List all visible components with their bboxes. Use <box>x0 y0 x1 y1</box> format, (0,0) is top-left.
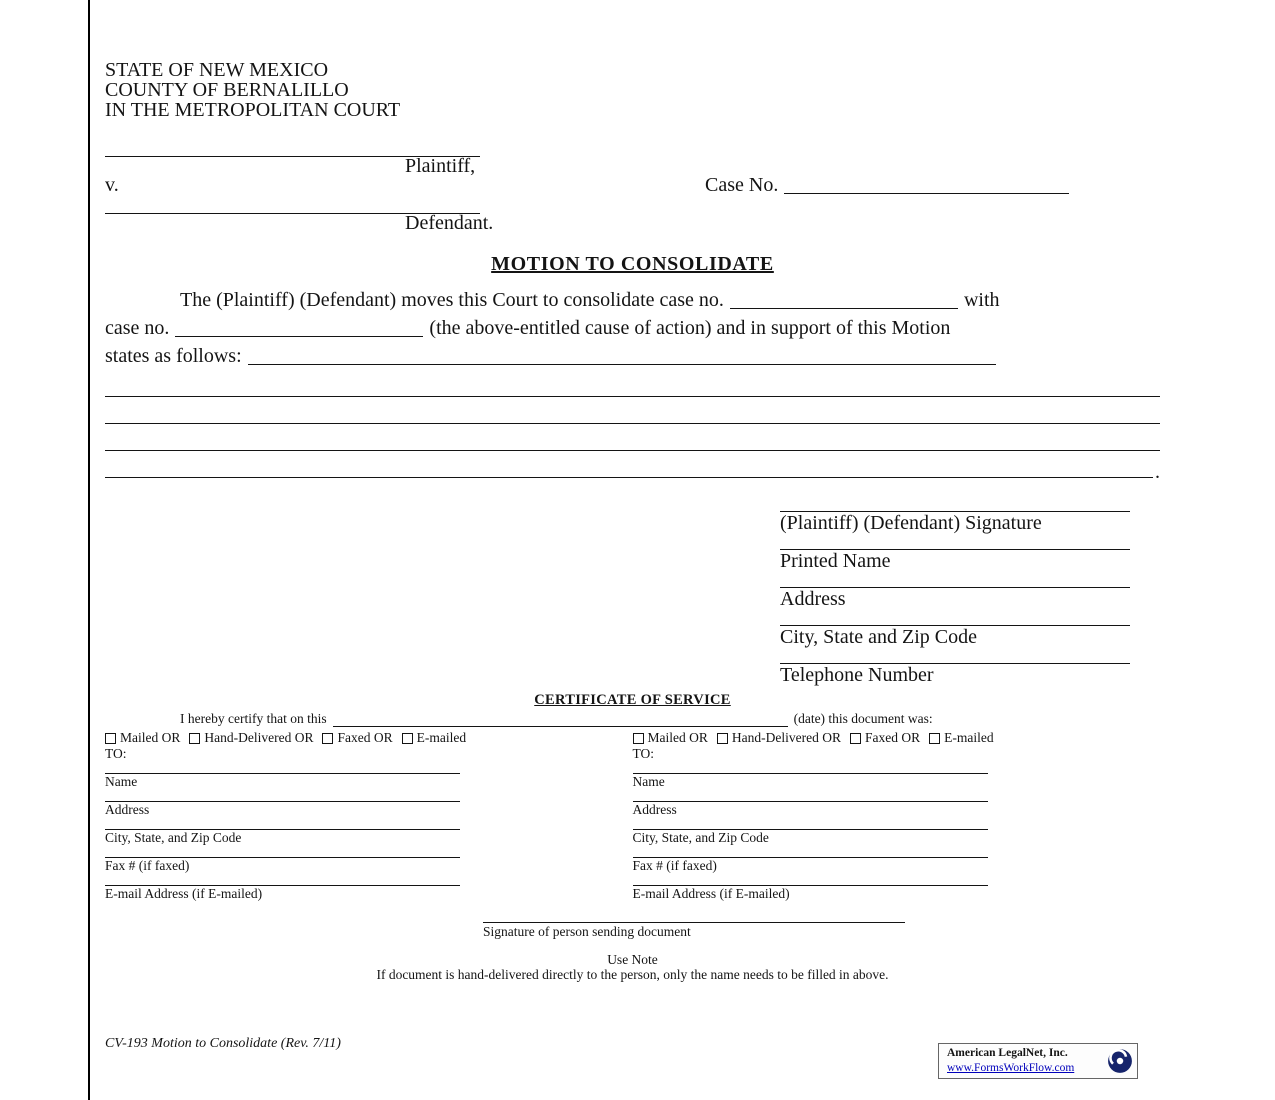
hand-delivered-label: Hand-Delivered OR <box>204 730 314 745</box>
use-note-text: If document is hand-delivered directly to the person, only the name needs to be filled in above. <box>376 967 889 982</box>
certify-prefix: I hereby certify that on this <box>180 711 327 726</box>
recipient-column-right <box>633 730 1161 901</box>
recipient-name-label: Name <box>105 774 138 789</box>
emailed-checkbox[interactable] <box>929 733 940 744</box>
recipient-city-field <box>633 819 1161 845</box>
court-header <box>105 60 1160 120</box>
certify-suffix: (date) this document was: <box>793 711 933 726</box>
emailed-checkbox[interactable] <box>402 733 413 744</box>
recipient-email-label: E-mail Address (if E-mailed) <box>632 886 790 901</box>
court-header-state: STATE OF NEW MEXICO <box>105 59 329 81</box>
recipient-address-field <box>633 791 1161 817</box>
recipient-fax-line[interactable] <box>105 847 460 858</box>
hand-delivered-label: Hand-Delivered OR <box>731 730 841 745</box>
publisher-box <box>938 1043 1138 1079</box>
city-state-zip-label: City, State and Zip Code <box>780 626 978 648</box>
motion-text-1-suffix: with <box>963 289 1000 311</box>
recipient-address-field <box>105 791 633 817</box>
motion-text-2-prefix: case no. <box>105 317 170 339</box>
statement-blank-line-last[interactable] <box>105 451 1160 483</box>
statement-blank-line[interactable] <box>105 424 1160 451</box>
recipient-city-field <box>105 819 633 845</box>
telephone-label: Telephone Number <box>780 664 934 686</box>
faxed-label: Faxed OR <box>337 730 393 745</box>
court-header-county: COUNTY OF BERNALILLO <box>105 79 349 101</box>
defendant-label: Defendant. <box>405 212 494 234</box>
recipient-city-line[interactable] <box>105 819 460 830</box>
certificate-title: CERTIFICATE OF SERVICE <box>534 692 731 708</box>
form-content <box>105 60 1160 982</box>
address-entry <box>780 572 1130 610</box>
court-header-court: IN THE METROPOLITAN COURT <box>105 99 401 121</box>
recipient-fax-line[interactable] <box>633 847 988 858</box>
recipient-name-line[interactable] <box>633 763 988 774</box>
american-legalnet-logo-icon <box>1107 1048 1133 1074</box>
signature-entry <box>780 496 1130 534</box>
printed-name-line[interactable] <box>780 534 1130 550</box>
motion-line-1 <box>105 286 1160 314</box>
hand-delivered-checkbox[interactable] <box>189 733 200 744</box>
signature-block <box>780 496 1130 686</box>
trailing-period: . <box>1155 461 1160 483</box>
recipient-address-line[interactable] <box>105 791 460 802</box>
emailed-label: E-mailed <box>944 730 994 745</box>
delivery-method-row <box>105 730 633 746</box>
delivery-method-row <box>633 730 1161 746</box>
mailed-checkbox[interactable] <box>105 733 116 744</box>
sender-signature <box>483 911 905 940</box>
statement-blank-line[interactable] <box>105 370 1160 397</box>
hand-delivered-checkbox[interactable] <box>717 733 728 744</box>
publisher-name: American LegalNet, Inc. <box>947 1047 1068 1059</box>
motion-text-2: (the above-entitled cause of action) and in support of this Motion <box>429 317 951 339</box>
recipient-column-left <box>105 730 633 901</box>
signature-line[interactable] <box>780 496 1130 512</box>
motion-body <box>105 286 1160 483</box>
mailed-label: Mailed OR <box>647 730 708 745</box>
recipient-address-line[interactable] <box>633 791 988 802</box>
mailed-label: Mailed OR <box>120 730 181 745</box>
recipient-fax-field <box>105 847 633 873</box>
form-number: CV-193 Motion to Consolidate (Rev. 7/11) <box>105 1036 341 1051</box>
motion-text-3-prefix: states as follows: <box>105 345 242 367</box>
recipient-city-line[interactable] <box>633 819 988 830</box>
use-note-title: Use Note <box>607 952 658 967</box>
motion-line-2 <box>105 314 1160 342</box>
sender-signature-label: Signature of person sending document <box>483 924 691 939</box>
use-note <box>105 952 1160 982</box>
address-line[interactable] <box>780 572 1130 588</box>
recipient-columns <box>105 730 1160 901</box>
sender-signature-line[interactable] <box>483 911 905 923</box>
case-number-label: Case No. <box>705 174 779 196</box>
city-state-zip-entry <box>780 610 1130 648</box>
recipient-address-label: Address <box>105 802 150 817</box>
service-date-field[interactable] <box>333 714 788 727</box>
recipient-city-label: City, State, and Zip Code <box>632 830 769 845</box>
recipient-email-line[interactable] <box>633 875 988 886</box>
motion-text-1: The (Plaintiff) (Defendant) moves this Court to consolidate case no. <box>180 289 724 311</box>
to-label: TO: <box>105 746 127 761</box>
form-title: MOTION TO CONSOLIDATE <box>491 253 774 275</box>
statement-blank-line[interactable] <box>105 397 1160 424</box>
versus-label: v. <box>105 174 119 196</box>
case-number-row <box>705 176 1075 195</box>
telephone-entry <box>780 648 1130 686</box>
recipient-name-label: Name <box>632 774 665 789</box>
telephone-line[interactable] <box>780 648 1130 664</box>
signature-label: (Plaintiff) (Defendant) Signature <box>780 512 1042 534</box>
recipient-fax-label: Fax # (if faxed) <box>105 858 190 873</box>
recipient-name-field <box>105 763 633 789</box>
recipient-city-label: City, State, and Zip Code <box>105 830 242 845</box>
city-state-zip-line[interactable] <box>780 610 1130 626</box>
plaintiff-label: Plaintiff, <box>405 155 476 177</box>
recipient-name-field <box>633 763 1161 789</box>
faxed-checkbox[interactable] <box>322 733 333 744</box>
with-case-no-field[interactable] <box>175 321 423 337</box>
emailed-label: E-mailed <box>416 730 467 745</box>
recipient-email-line[interactable] <box>105 875 460 886</box>
motion-line-3 <box>105 342 1160 370</box>
page-edge-line <box>88 0 90 1100</box>
recipient-email-field <box>105 875 633 901</box>
recipient-fax-label: Fax # (if faxed) <box>632 858 717 873</box>
certificate-of-service <box>105 692 1160 940</box>
printed-name-entry <box>780 534 1130 572</box>
printed-name-label: Printed Name <box>780 550 891 572</box>
to-label: TO: <box>632 746 655 761</box>
certify-row <box>105 711 1160 727</box>
recipient-email-label: E-mail Address (if E-mailed) <box>105 886 263 901</box>
consolidate-case-no-field[interactable] <box>730 293 958 309</box>
states-as-follows-field[interactable] <box>248 349 996 365</box>
faxed-label: Faxed OR <box>864 730 921 745</box>
address-label: Address <box>780 588 846 610</box>
case-number-field[interactable] <box>784 178 1069 194</box>
statement-blank-line-fill[interactable] <box>105 451 1153 478</box>
publisher-website-link[interactable]: www.FormsWorkFlow.com <box>947 1062 1075 1074</box>
recipient-email-field <box>633 875 1161 901</box>
case-caption <box>105 138 1160 233</box>
recipient-address-label: Address <box>632 802 677 817</box>
mailed-checkbox[interactable] <box>633 733 644 744</box>
recipient-fax-field <box>633 847 1161 873</box>
faxed-checkbox[interactable] <box>850 733 861 744</box>
recipient-name-line[interactable] <box>105 763 460 774</box>
